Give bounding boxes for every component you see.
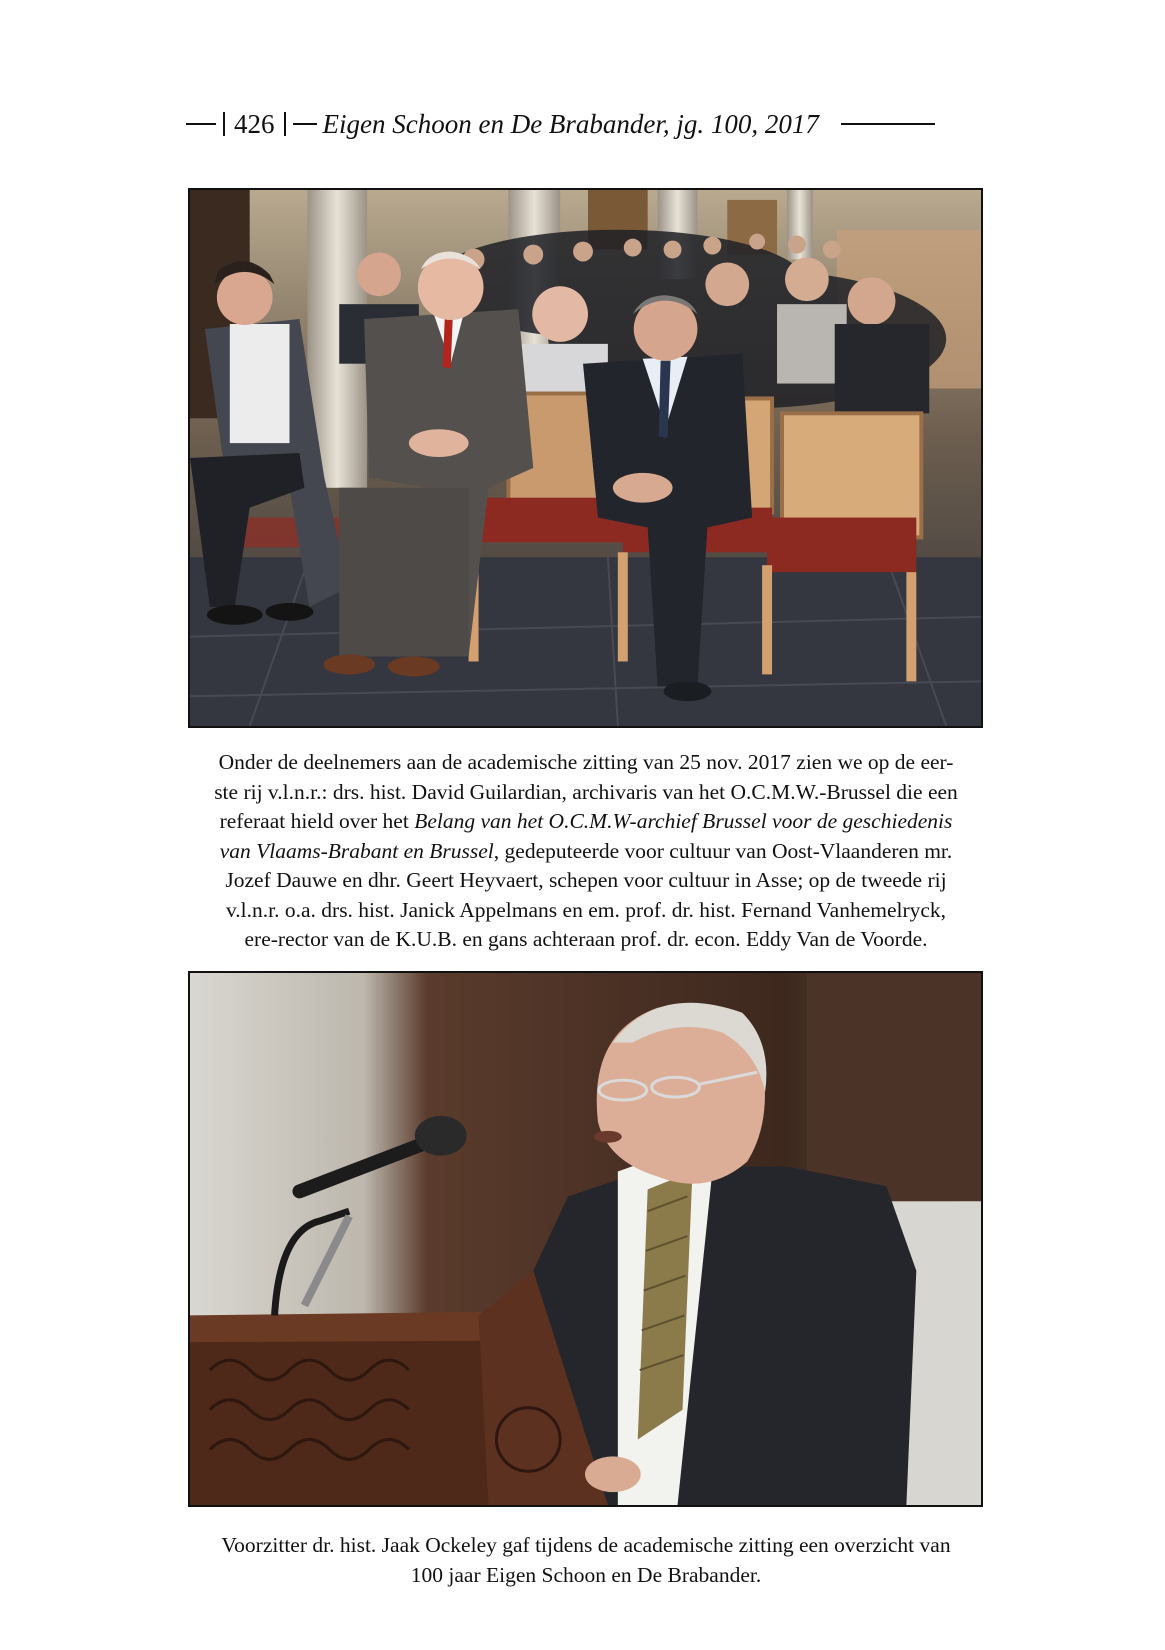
caption-italic-text: van Vlaams-Brabant en Brussel bbox=[219, 838, 494, 863]
caption-text: v.l.n.r. o.a. drs. hist. Janick Appelmans en em. prof. dr. hist. Fernand Vanhemelryck, bbox=[225, 897, 947, 922]
caption-line bbox=[180, 837, 992, 867]
caption-italic-text: Belang van het O.C.M.W-archief Brussel voor de geschiedenis bbox=[414, 809, 953, 833]
caption-line bbox=[180, 807, 992, 837]
caption-line bbox=[180, 778, 992, 808]
photo-speaker bbox=[188, 971, 983, 1507]
photo-audience-illustration bbox=[190, 190, 981, 726]
caption-text: ere-rector van de K.U.B. en gans achteraan prof. dr. econ. Eddy Van de Voorde. bbox=[244, 927, 928, 951]
page-header bbox=[186, 104, 986, 144]
caption-line bbox=[180, 866, 992, 896]
header-rule bbox=[841, 123, 935, 125]
header-dash bbox=[186, 123, 216, 125]
caption-text: , gedeputeerde voor cultuur van Oost-Vlaanderen mr. bbox=[493, 838, 953, 863]
photo-speaker-illustration bbox=[190, 973, 981, 1505]
photo-audience bbox=[188, 188, 983, 728]
header-dash bbox=[293, 123, 317, 125]
caption-text: referaat hield over het bbox=[219, 809, 415, 833]
caption-text: Jozef Dauwe en dhr. Geert Heyvaert, schepen voor cultuur in Asse; op de tweede rij bbox=[225, 868, 947, 892]
header-bar bbox=[284, 112, 286, 136]
caption-line bbox=[180, 1561, 992, 1591]
photo-speaker-caption bbox=[180, 1531, 992, 1590]
caption-line bbox=[180, 1531, 992, 1561]
photo-audience-caption bbox=[180, 748, 992, 955]
caption-text: Voorzitter dr. hist. Jaak Ockeley gaf tijdens de academische zitting een overzicht van bbox=[221, 1533, 951, 1557]
caption-line bbox=[180, 925, 992, 955]
caption-text: 100 jaar Eigen Schoon en De Brabander. bbox=[410, 1562, 762, 1587]
caption-line bbox=[180, 748, 992, 778]
header-bar bbox=[223, 112, 225, 136]
caption-line bbox=[180, 896, 992, 926]
caption-text: Onder de deelnemers aan de academische zitting van 25 nov. 2017 zien we op de eer- bbox=[218, 750, 954, 774]
journal-title: Eigen Schoon en De Brabander, jg. 100, 2017 bbox=[322, 108, 819, 139]
caption-text: ste rij v.l.n.r.: drs. hist. David Guilardian, archivaris van het O.C.M.W.-Brussel die een bbox=[214, 779, 958, 804]
page-number: 426 bbox=[234, 108, 275, 139]
